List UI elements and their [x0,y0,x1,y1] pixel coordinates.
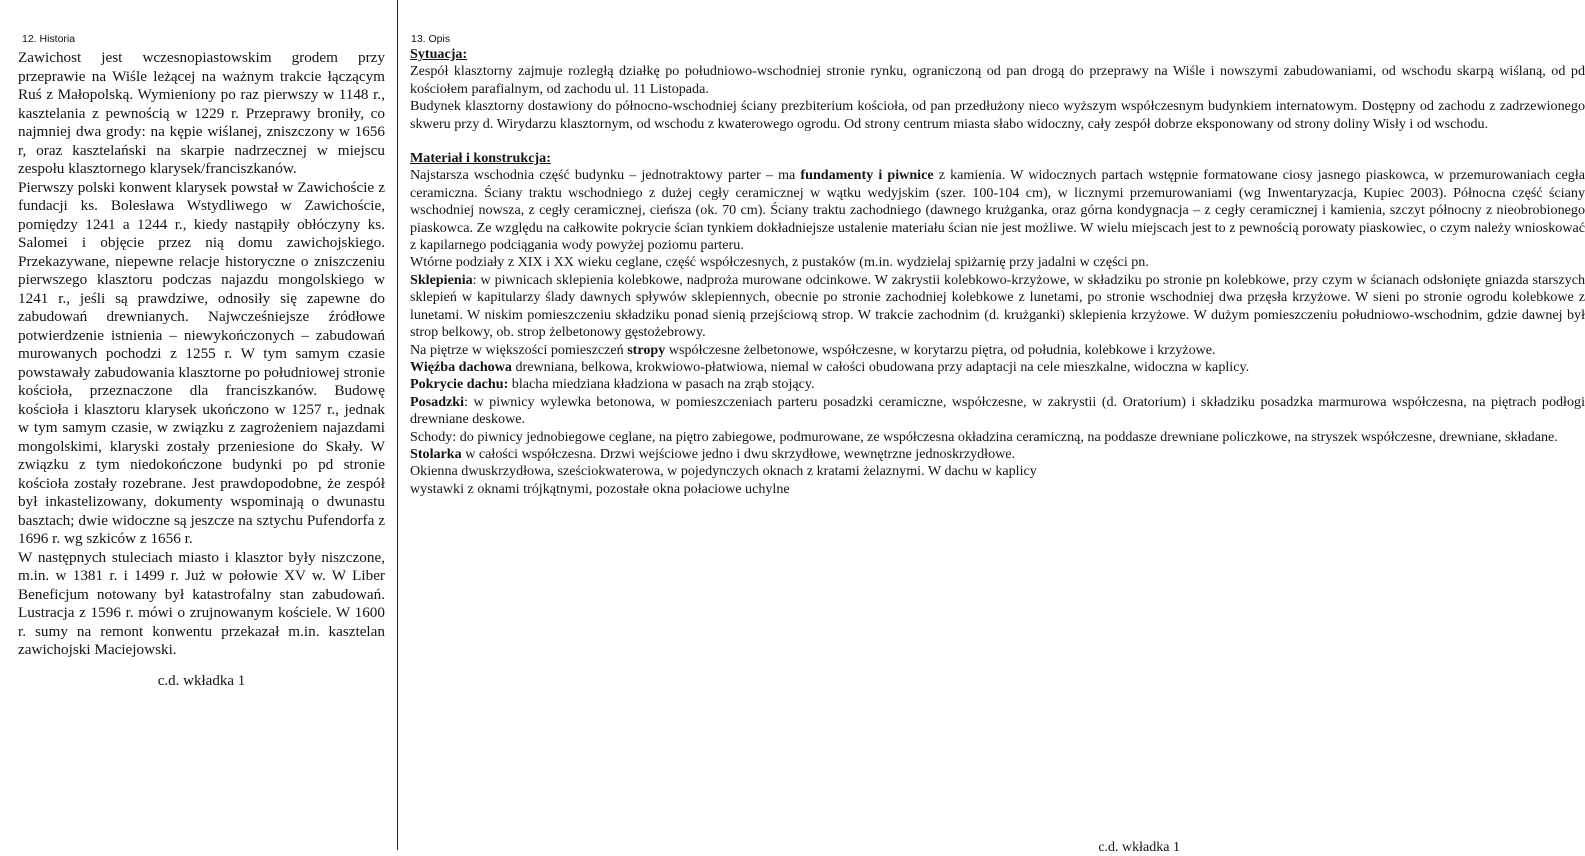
history-column [0,0,398,850]
cut-off-last-line: wystawki z oknami trójkątnymi, pozostałe okna połaciowe uchylne [410,480,790,497]
ceilings-paragraph: Na piętrze w większości pomieszczeń stropy współczesne żelbetonowe, współczesne, w korytarzu piętra, od południa, kolebkowe i krzyżowe. [410,341,1216,358]
roof-truss-label: Więźba dachowa [410,358,512,375]
description-header: 13. Opis [411,33,451,45]
ceilings-label: stropy [627,341,666,358]
history-paragraph-1: Zawichost jest wczesnopiastowskim grodem przy przeprawie na Wiśle leżącej na ważnym trakcie łączącym Ruś z Małopolską. Wymieniony po raz pierwszy w 1148 r., kasztelania z pewnością w 1229 r. Przeprawy broniły, co najmniej dwa grody: na kępie wiślanej, zniszczony w 1656 r, oraz kasztelański na skarpie nadrzecznej w miejscu zespołu klasztornego klarysek/franciszkanów. [18,49,385,177]
description-continued-note: c.d. wkładka 1 [1098,840,1180,855]
roof-truss-paragraph: Więźba dachowa drewniana, belkowa, krokwiowo-płatwiowa, niemal w całości obudowana przy adaptacji na cele mieszkalne, widoczna w kaplicy. [410,358,1250,375]
windows-paragraph: Okienna dwuskrzydłowa, sześciokwaterowa, w pojedynczych oknach z kratami żelaznymi. W dachu w kaplicy [410,463,1037,480]
floors-label: Posadzki [410,393,465,410]
floors-paragraph: Posadzki: w piwnicy wylewka betonowa, w pomieszczeniach parteru posadzki ceramiczne, współczesne, w zakrystii (d. Oratorium) i składziku posadzka marmurowa współczesna, na piętrach podłogi drewniane deskowe. [410,393,1585,428]
material-paragraph-2: Wtórne podziały z XIX i XX wieku ceglane, część współczesnych, z pustaków (m.in. wydzielaj spiżarnię przy jadalni w części pn. [410,254,1149,271]
joinery-paragraph: Stolarka w całości współczesna. Drzwi wejściowe jedno i dwu skrzydłowe, wewnętrzne jednoskrzydłowe. [410,445,1016,462]
section-title-material: Materiał i konstrukcja: [410,150,551,167]
history-continued-note: c.d. wkładka 1 [157,672,246,689]
stairs-paragraph: Schody: do piwnicy jednobiegowe ceglane, na piętro zabiegowe, podmurowane, ze współczesna okładzina ceramiczną, na poddasze drewniane policzkowe, na stryszek współczesne, drewniane, składane. [410,428,1558,445]
description-column [398,0,1585,855]
roof-cover-paragraph: Pokrycie dachu: blacha miedziana kładziona w pasach na zrąb stojący. [410,376,815,393]
history-header: 12. Historia [22,33,76,45]
history-body [18,49,385,690]
situation-paragraph-1: Zespół klasztorny zajmuje rozległą działkę po południowo-wschodniej stronie rynku, ograniczoną od pan drogą do przeprawy na Wiśle i nowszymi zabudowaniami, od wschodu skarpą wiślaną, od pd kościołem parafialnym, od zachodu ul. 11 Listopada. [410,63,1585,97]
history-paragraph-2: Pierwszy polski konwent klarysek powstał w Zawichoście z fundacji ks. Bolesława Wstydliwego w Zawichoście, pomiędzy 1241 a 1244 r., kiedy nastąpiły obłóczyny ks. Salomei i objęcie przez nią domu zawichojskiego. Przekazywane, niepewne relacje historyczne o zniszczeniu pierwszego klasztoru podczas najazdu mongolskiego w 1241 r., jeśli są prawdziwe, odnosiły się zapewne do zabudowań drewnianych. Najwcześniejsze źródłowe potwierdzenie istnienia – niewykończonych – zabudowań murowanych pochodzi z 1255 r. W tym samym czasie powstawały zabudowania klasztorne po południowej stronie kościoła, przeznaczone dla franciszkanów. Budowę kościoła i klasztoru klarysek ukończono w 1257 r., jednak w tym samym czasie, w związku z zagrożeniem najazdami mongolskimi, klaryski zostały przeniesione do Skały. W związku z tym niedokończone budynki po pd stronie kościoła zostały rozebrane. Jest prawdopodobne, że zespół był inkastelizowany, dokumenty wspominają o dwunastu basztach; dwie widoczne są jeszcze na sztychu Pufendorfa z 1696 r. wg szkiców z 1656 r. [18,178,385,547]
material-paragraph-1: Najstarsza wschodnia część budynku – jednotraktowy parter – ma fundamenty i piwnice z kamienia. W widocznych partach wstępnie formatowane ciosy jasnego piaskowca, w przemurowaniach cegła ceramiczna. Ściany traktu wschodniego z dużej cegły ceramicznej w wątku wedyjskim (szer. 100-104 cm), w licznymi przemurowaniami (wg Inwentaryzacja, Kupiec 2003). Północna część ściany wschodniej nowsza, z cegły ceramicznej, cieńsza (ok. 70 cm). Ściany traktu zachodniego (dawnego krużganka, oraz górna kondygnacja – z cegły ceramicznej i kamienia, szczyt północny z nieobrobionego piaskowca. Ze względu na całkowite pokrycie ścian tynkiem dokładniejsze ustalenie materiału ścian nie jest możliwe. W wielu miejscach jest to z pewnością porowaty piaskowiec, o czym należy wnioskować z kapilarnego podciągania wody powyżej poziomu parteru. [410,167,1585,254]
joinery-label: Stolarka [410,445,462,462]
vaults-label: Sklepienia [410,271,473,288]
history-paragraph-3: W następnych stuleciach miasto i klasztor były niszczone, m.in. w 1381 r. i 1499 r. Już w połowie XV w. W Liber Beneficjum notowany był katastrofalny stan zabudowań. Lustracja z 1596 r. mówi o zrujnowanym kościele. W 1600 r. sumy na remont konwentu przekazał m.in. kasztelan zawichojski Maciejowski. [18,548,385,658]
situation-paragraph-2: Budynek klasztorny dostawiony do północno-wschodniej ściany prezbiterium kościoła, od pan przedłużony nieco wyższym współczesnym budynkiem internatowym. Dostępny od zachodu z zadrzewionego skweru przy d. Wirydarzu klasztornym, od wschodu z kwaterowego ogrodu. Od strony centrum miasta słabo widoczny, cały zespół dobrze eksponowany od strony doliny Wisły i od wschodu. [410,98,1585,132]
section-title-situation: Sytuacja: [410,46,468,62]
description-body [410,46,1585,497]
vaults-paragraph: Sklepienia: w piwnicach sklepienia kolebkowe, nadproża murowane odcinkowe. W zakrystii kolebkowo-krzyżowe, w składziku po stronie pn kolebkowe, przy czym w ścianach odsłonięte gniazda starszych sklepień w kapitularzy ślady dawnych spływów sklepiennych, obecnie po stronie zachodniej kolebkowe z lunetami, po stronie wschodniej dwa przęsła krzyżowe. W sieni po stronie ogrodu kolebkowe z lunetami. W niskim pomieszczeniu składziku ponad sienią przejściową strop. W trakcie zachodnim (d. krużganki) sklepienia krzyżowe. W dużym pomieszczeniu południowo-wschodnim, gdzie dawnej był strop belkowy, ob. strop żelbetonowy gęstożebrowy. [410,271,1585,341]
roof-cover-label: Pokrycie dachu: [410,376,509,393]
